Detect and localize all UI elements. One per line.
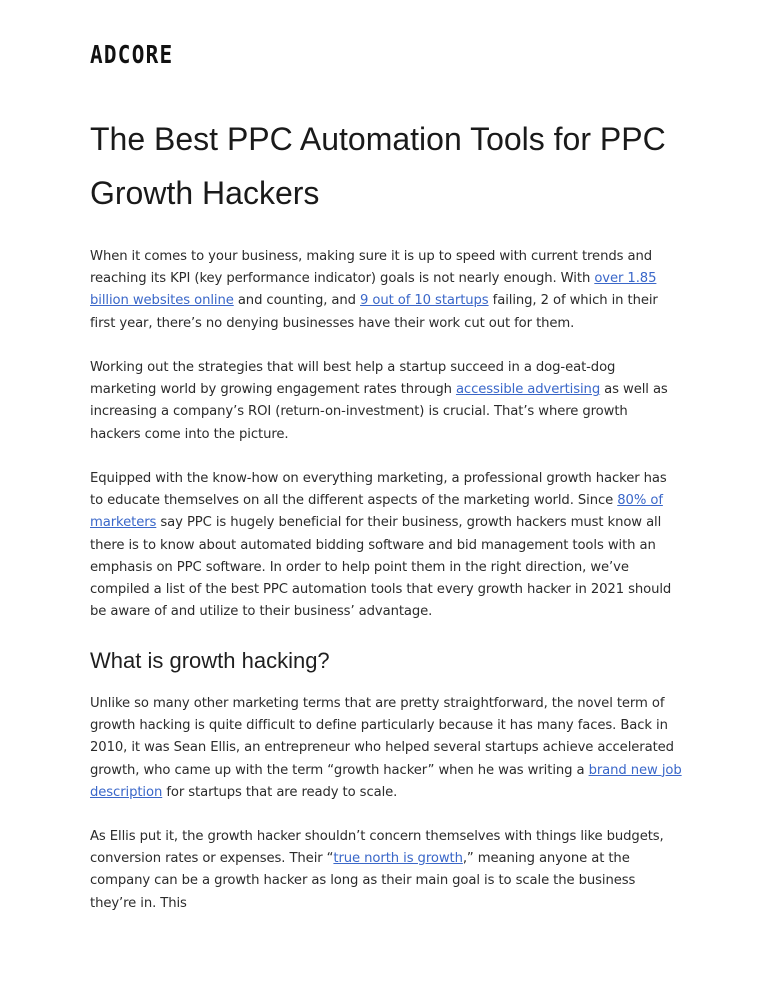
article-title: The Best PPC Automation Tools for PPC Growth Hackers — [90, 121, 666, 211]
text: ,” meaning anyone at the company can be a growth hacker as long as their main goal is to scale the business they’re in. This — [90, 851, 636, 911]
text: Equipped with the know-how on everything marketing, a professional growth hacker has to educate themselves on all the different aspects of the marketing world. Since — [90, 471, 667, 509]
adcore-logo[interactable]: ADCORE — [90, 40, 174, 69]
growth-hacker-paragraph — [90, 468, 682, 623]
definition-paragraph — [90, 693, 682, 804]
link-accessible-advertising[interactable]: accessible advertising — [455, 382, 601, 398]
strategy-paragraph — [90, 357, 682, 446]
link-80-percent-marketers[interactable]: 80% of marketers — [90, 493, 663, 531]
text: as well as increasing a company’s ROI (return-on-investment) is crucial. That’s where growth hackers come into the picture. — [90, 382, 668, 442]
text: Unlike so many other marketing terms that are pretty straightforward, the novel term of growth hacking is quite difficult to define particularly because it has many faces. Back in 2010, it was Sean Ellis, an entrepreneur who helped several startups achieve accelerated growth, who came up with the term “growth hacker” when he was writing a — [90, 696, 674, 778]
text: for startups that are ready to scale. — [162, 784, 398, 800]
section-heading-growth-hacking: What is growth hacking? — [90, 648, 330, 673]
link-websites-online[interactable]: over 1.85 billion websites online — [90, 271, 657, 309]
link-startups-failing[interactable]: 9 out of 10 startups — [360, 293, 489, 309]
text: Working out the strategies that will best help a startup succeed in a dog-eat-dog marketing world by growing engagement rates through — [90, 360, 616, 398]
text: As Ellis put it, the growth hacker shouldn’t concern themselves with things like budgets, conversion rates or expenses. Their “ — [90, 829, 664, 867]
link-job-description[interactable]: brand new job description — [90, 762, 682, 800]
ellis-paragraph — [90, 826, 682, 915]
text: failing, 2 of which in their first year, there’s no denying businesses have their work cut out for them. — [90, 293, 658, 331]
text: When it comes to your business, making sure it is up to speed with current trends and reaching its KPI (key performance indicator) goals is not nearly enough. With — [90, 249, 652, 287]
link-true-north[interactable]: true north is growth — [333, 851, 463, 867]
text: and counting, and — [233, 293, 361, 309]
intro-paragraph — [90, 246, 682, 335]
text: say PPC is hugely beneficial for their business, growth hackers must know all there is to know about automated bidding software and bid management tools with an emphasis on PPC software. In order to help point them in the right direction, we’ve compiled a list of the best PPC automation tools that every growth hacker in 2021 should be aware of and utilize to their business’ advantage. — [90, 515, 672, 620]
